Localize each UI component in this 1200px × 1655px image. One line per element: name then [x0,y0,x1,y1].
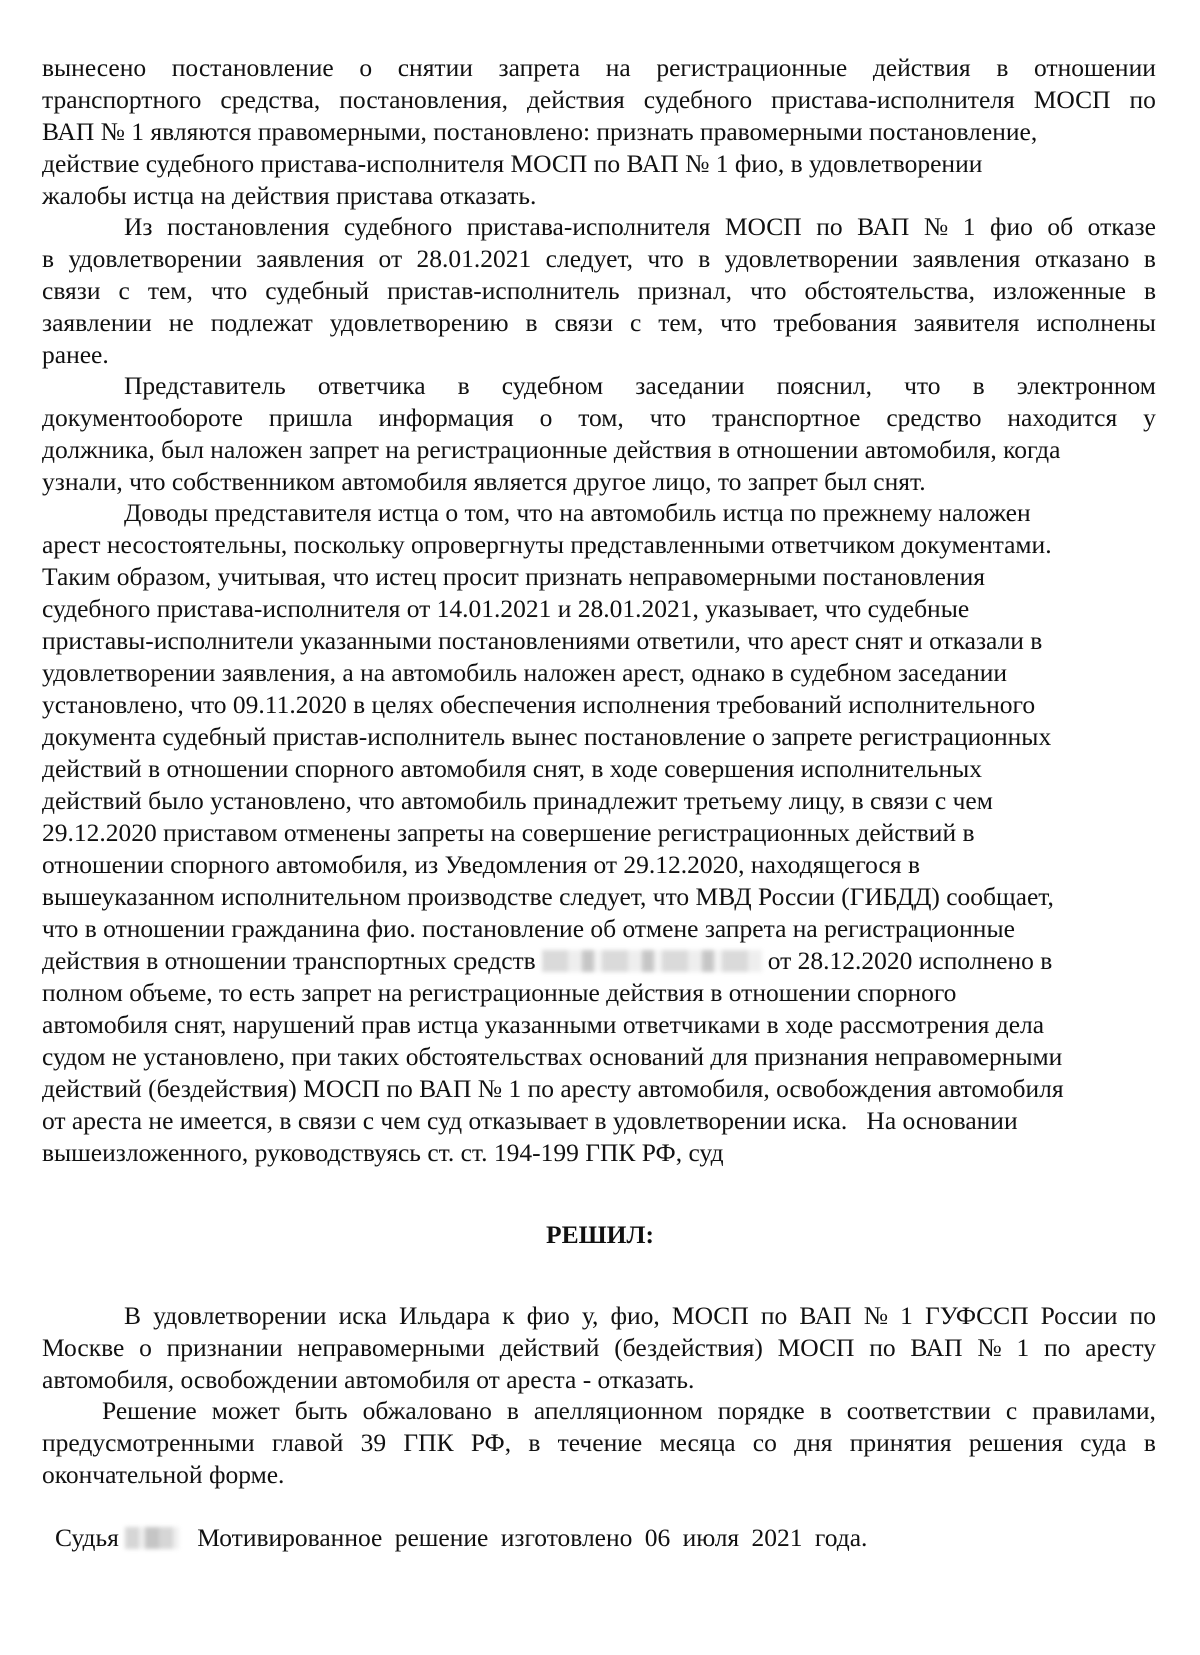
word: от [378,244,403,273]
word: документообороте [42,403,243,432]
word: ответчика [317,371,426,400]
word: судебного [343,212,453,241]
word: обжаловано [362,1396,492,1425]
word: на [605,53,631,82]
word: в [698,244,711,273]
word: в [1143,1428,1156,1457]
word: отказе [1087,212,1156,241]
word: что [904,371,941,400]
word: течение [557,1428,643,1457]
word: со [752,1428,777,1457]
word: заявления [256,244,365,273]
word: 39 [360,1428,387,1457]
p4-line-2: арест несостоятельны, поскольку опровергнуты представленными ответчиком документами. [42,530,1052,559]
word: фио [989,212,1033,241]
word: ВАП [910,1333,963,1362]
word: решения [968,1428,1063,1457]
d2-line-2 [42,1427,1156,1458]
p4-line-20: от ареста не имеется, в связи с чем суд отказывает в удовлетворении иска. На основании [42,1106,1018,1135]
word: требования [773,308,897,337]
word: пристава-исполнителя [771,85,1015,114]
word: МОСП [671,1301,749,1330]
word: у, [581,1301,599,1330]
word: что [647,244,684,273]
p4-redacted-after: от 28.12.2020 исполнено в [767,946,1053,975]
word: средство [886,403,982,432]
word: с [629,308,642,337]
p2-line-3 [42,275,1156,306]
d1-line-3: автомобиля, освобождении автомобиля от ареста - отказать. [42,1365,695,1394]
p4-line-11: 29.12.2020 приставом отменены запреты на совершение регистрационных действий в [42,818,975,847]
word: 28.01.2021 [416,244,532,273]
word: апелляционном [533,1396,703,1425]
word: не [168,308,194,337]
d1-line-1 [124,1300,1156,1331]
redacted-vehicle-number [542,950,762,972]
word: об [1047,212,1074,241]
word: Представитель [124,371,286,400]
word: МОСП [1033,85,1111,114]
word: постановление [171,53,334,82]
word: следует, [545,244,634,273]
word: транспортного [42,85,202,114]
p2-line-1 [124,211,1156,242]
word: действия [872,53,971,82]
word: что [649,403,687,432]
word: о [139,1333,152,1362]
p4-redacted-line [42,945,1052,976]
word: МОСП [777,1333,855,1362]
word: вынесено [42,53,147,82]
word: в [1143,276,1156,305]
word: что [210,276,248,305]
word: в [996,53,1009,82]
p1-line-1 [42,52,1156,83]
p4-line-17: автомобиля снят, нарушений прав истца указанными ответчиками в ходе рассмотрения дела [42,1010,1045,1039]
p4-line-3: Таким образом, учитывая, что истец просит признать неправомерными постановления [42,562,985,591]
word: постановления, [339,85,508,114]
word: регистрационные [656,53,848,82]
word: обстоятельства, [804,276,975,305]
word: с [118,276,130,305]
p3-line-2 [42,402,1156,433]
p4-line-14: что в отношении гражданина фио. постановление об отмене запрета на регистрационные [42,914,1015,943]
signature-line [55,1522,867,1553]
judge-label: Судья [55,1523,119,1552]
word: Из [124,212,153,241]
word: в [457,371,470,400]
word: принятия [849,1428,952,1457]
word: по [1129,85,1156,114]
word: признании [166,1333,283,1362]
word: в [1143,244,1156,273]
word: информация [378,403,514,432]
word: с [1005,1396,1018,1425]
word: порядке [717,1396,805,1425]
word: фио, [610,1301,660,1330]
word: средства, [220,85,321,114]
p4-line-12: отношении спорного автомобиля, из Уведомления от 29.12.2020, находящегося в [42,850,921,879]
word: правилами, [1032,1396,1156,1425]
word: Москве [42,1333,125,1362]
word: что [750,276,787,305]
word: в [42,244,55,273]
word: В [124,1301,142,1330]
word: электронном [1016,371,1156,400]
word: связи [42,276,101,305]
word: том, [578,403,624,432]
word: заявлении [42,308,152,337]
word: судебный [265,276,370,305]
word: о [359,53,373,82]
word: пришла [268,403,353,432]
word: отказано [1034,244,1130,273]
word: заседании [635,371,745,400]
word: по [760,1301,788,1330]
word: соответствии [846,1396,991,1425]
p2-line-5: ранее. [42,340,109,369]
motivated-decision-note: Мотивированное решение изготовлено 06 июля 2021 года. [197,1523,868,1552]
word: Ильдара [399,1301,491,1330]
d2-line-1 [102,1395,1156,1426]
p1-line-2 [42,84,1156,115]
word: снятии [397,53,473,82]
word: отношении [1034,53,1156,82]
word: находится [1007,403,1118,432]
word: запрета [498,53,581,82]
word: дня [794,1428,833,1457]
p4-line-19: действий (бездействия) МОСП по ВАП № 1 по аресту автомобиля, освобождения автомобиля [42,1074,1064,1103]
word: действия [526,85,625,114]
word: (бездействия) [614,1333,763,1362]
p4-line-9: действий в отношении спорного автомобиля снят, в ходе совершения исполнительных [42,754,983,783]
p1-line-3: ВАП № 1 являются правомерными, постановлено: признать правомерными постановление, [42,117,1038,146]
word: о [539,403,553,432]
p4-line-1: Доводы представителя истца о том, что на автомобиль истца по прежнему наложен [124,498,1031,527]
word: исполнены [1036,308,1156,337]
word: Решение [102,1396,197,1425]
p4-line-13: вышеуказанном исполнительном производстве следует, что МВД России (ГИБДД) сообщает, [42,882,1054,911]
d2-line-3: окончательной форме. [42,1460,285,1489]
word: главой [271,1428,344,1457]
p4-line-8: документа судебный пристав-исполнитель вынес постановление о запрете регистрационных [42,722,1052,751]
p2-line-4 [42,307,1156,338]
word: неправомерными [297,1333,485,1362]
p3-line-3: должника, был наложен запрет на регистрационные действия в отношении автомобиля, когда [42,435,1061,464]
word: по [869,1333,896,1362]
word: № [863,1301,889,1330]
p4-line-6: удовлетворении заявления, а на автомобиль наложен арест, однако в судебном заседании [42,658,1008,687]
word: по [1043,1333,1071,1362]
word: в [819,1396,832,1425]
word: № [977,1333,1002,1362]
p3-line-1 [124,370,1156,401]
word: признал, [637,276,733,305]
redacted-judge-name [125,1527,179,1549]
word: пояснил, [776,371,872,400]
word: связи [554,308,613,337]
word: удовлетворению [329,308,509,337]
word: удовлетворении [68,244,242,273]
word: в [506,1396,519,1425]
word: пристава-исполнителя [466,212,711,241]
word: по [816,212,843,241]
word: ГУФССП [925,1301,1029,1330]
word: фио [526,1301,570,1330]
d1-line-2 [42,1332,1156,1363]
word: заявления [912,244,1021,273]
word: тем, [658,308,704,337]
p4-line-4: судебного пристава-исполнителя от 14.01.2021 и 28.01.2021, указывает, что судебные [42,594,970,623]
p4-line-10: действий было установлено, что автомобиль принадлежит третьему лицу, в связи с чем [42,786,993,815]
decision-heading: РЕШИЛ: [546,1220,654,1249]
word: удовлетворении [153,1301,327,1330]
word: № [923,212,949,241]
word: ВАП [799,1301,852,1330]
word: пристав-исполнитель [387,276,620,305]
word: подлежат [210,308,313,337]
word: удовлетворении [724,244,899,273]
word: 1 [900,1301,913,1330]
word: у [1143,403,1156,432]
word: России [1040,1301,1118,1330]
word: в [528,1428,541,1457]
word: может [211,1396,280,1425]
word: ГПК [403,1428,454,1457]
word: судебного [643,85,753,114]
word: тем, [147,276,193,305]
p4-line-16: полном объеме, то есть запрет на регистрационные действия в отношении спорного [42,978,957,1007]
word: что [720,308,757,337]
word: месяца [659,1428,736,1457]
p1-line-5: жалобы истца на действия пристава отказать. [42,181,537,210]
word: 1 [962,212,976,241]
word: предусмотренными [42,1428,255,1457]
word: аресту [1085,1333,1156,1362]
p1-line-4: действие судебного пристава-исполнителя МОСП по ВАП № 1 фио, в удовлетворении [42,149,983,178]
word: в [525,308,538,337]
p4-redacted-before: действия в отношении транспортных средств [42,946,536,975]
word: изложенные [993,276,1126,305]
p3-line-4: узнали, что собственником автомобиля является другое лицо, то запрет был снят. [42,467,926,496]
word: постановления [167,212,330,241]
word: РФ, [470,1428,512,1457]
word: к [502,1301,515,1330]
p4-line-21: вышеизложенного, руководствуясь ст. ст. 194-199 ГПК РФ, суд [42,1138,724,1167]
word: в [972,371,985,400]
p4-line-18: судом не установлено, при таких обстоятельствах оснований для признания неправомерными [42,1042,1063,1071]
p2-line-2 [42,243,1156,274]
word: 1 [1016,1333,1030,1362]
word: иска [338,1301,387,1330]
word: МОСП [724,212,802,241]
p4-line-5: приставы-исполнители указанными постановлениями ответили, что арест снят и отказали в [42,626,1043,655]
word: действий [499,1333,600,1362]
word: ВАП [857,212,910,241]
word: быть [294,1396,348,1425]
word: транспортное [711,403,861,432]
p4-line-7: установлено, что 09.11.2020 в целях обеспечения исполнения требований исполнительного [42,690,1036,719]
word: суда [1080,1428,1127,1457]
word: судебном [501,371,604,400]
word: заявителя [913,308,1020,337]
word: по [1129,1301,1156,1330]
